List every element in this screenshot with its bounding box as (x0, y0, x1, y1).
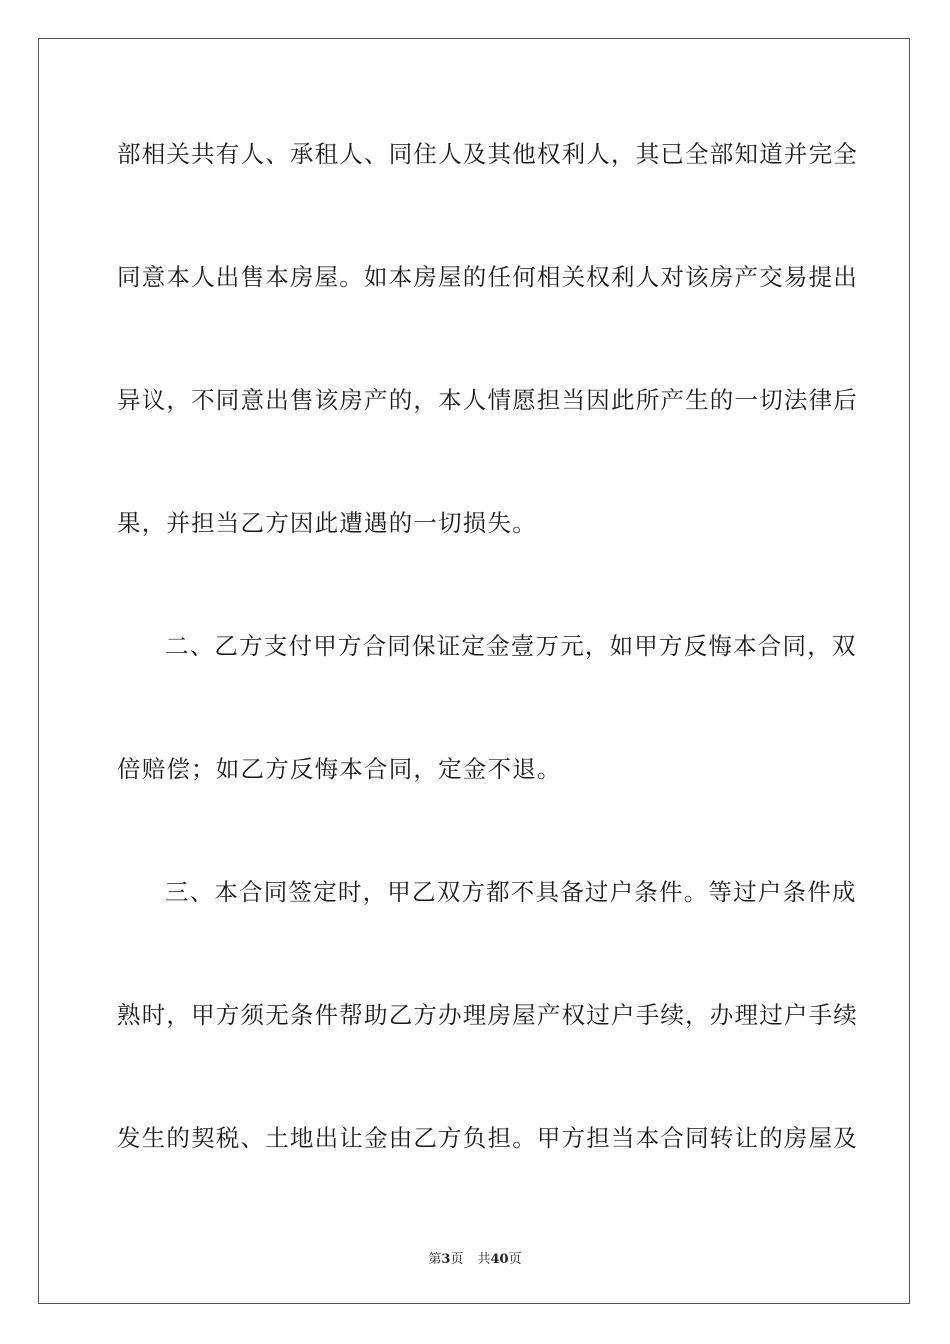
text-line: 果，并担当乙方因此遭遇的一切损失。 (117, 509, 537, 537)
text-line: 部相关共有人、承租人、同住人及其他权利人，其已全部知道并完全 (117, 140, 858, 168)
page-footer (0, 1248, 950, 1267)
text-line: 发生的契税、土地出让金由乙方负担。甲方担当本合同转让的房屋及 (117, 1124, 858, 1152)
text-line: 同意本人出售本房屋。如本房屋的任何相关权利人对该房产交易提出 (117, 263, 858, 291)
paragraph-start-line: 二、乙方支付甲方合同保证定金壹万元，如甲方反悔本合同，双 (165, 632, 857, 660)
text-line: 异议，不同意出售该房产的，本人情愿担当因此所产生的一切法律后 (117, 386, 858, 414)
total-prefix: 共 (477, 1252, 491, 1267)
page-prefix: 第 (428, 1252, 442, 1267)
total-suffix: 页 (508, 1252, 522, 1267)
page-border (38, 38, 910, 1304)
total-pages: 40 (490, 1252, 509, 1267)
text-line: 倍赔偿；如乙方反悔本合同，定金不退。 (117, 755, 562, 783)
page-number: 3 (441, 1252, 451, 1267)
page-suffix: 页 (450, 1252, 464, 1267)
text-line: 熟时，甲方须无条件帮助乙方办理房屋产权过户手续，办理过户手续 (117, 1001, 858, 1029)
paragraph-start-line: 三、本合同签定时，甲乙双方都不具备过户条件。等过户条件成 (165, 878, 857, 906)
